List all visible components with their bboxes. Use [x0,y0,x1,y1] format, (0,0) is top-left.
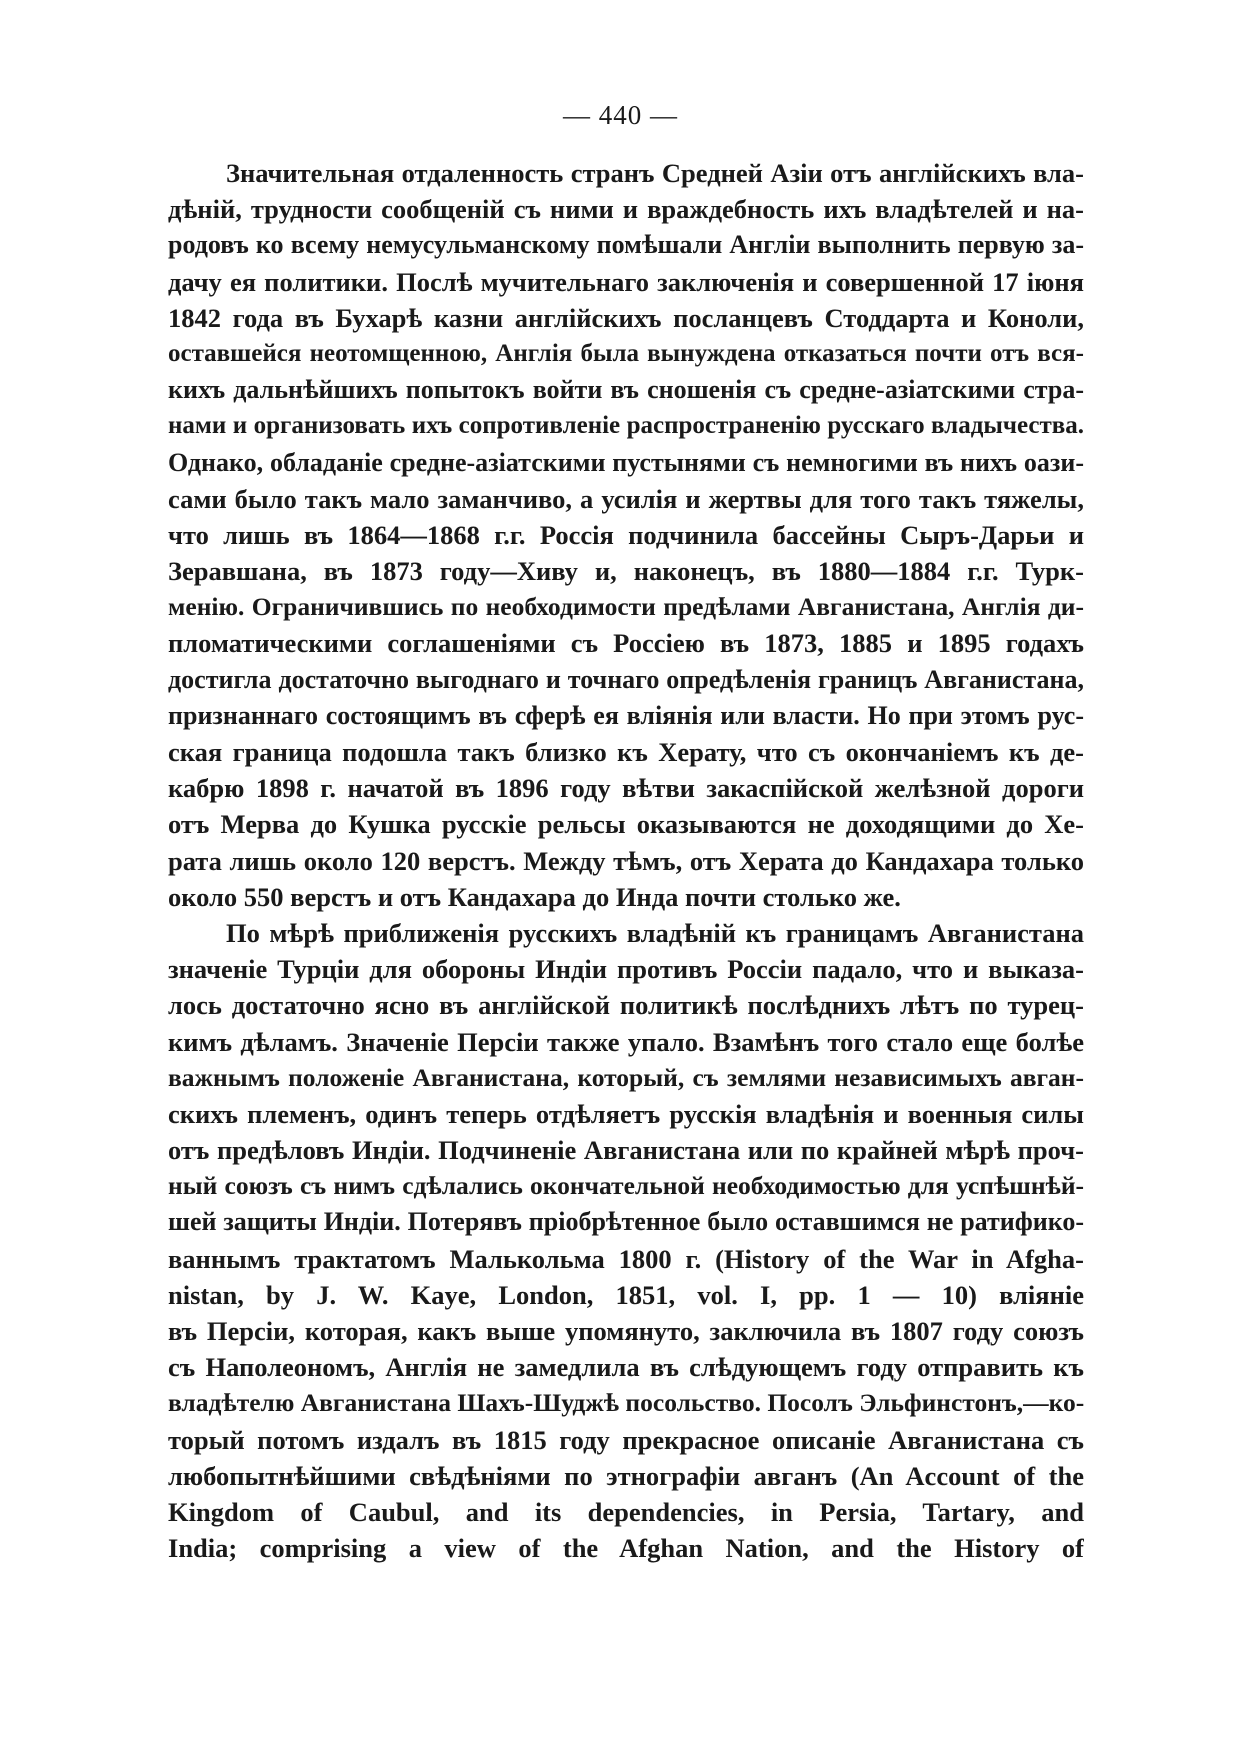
text-line: шей защиты Индiи. Потерявъ прiобрѣтенное было оставшимся не ратифико- [168,1207,1084,1237]
text-line: ская граница подошла такъ близко къ Херату, что съ окончанiемъ къ де- [168,737,1084,767]
text-line: отъ Мерва до Кушка русскiе рельсы оказываются не доходящими до Хе- [168,809,1084,840]
text-line: съ Наполеономъ, Англiя не замедлила въ слѣдующемъ году отправить къ [168,1352,1084,1383]
text-line: Однако, обладанiе средне-азiатскими пустынями съ немногими въ нихъ оази- [168,447,1084,477]
text-line: менiю. Ограничившись по необходимости предѣлами Авганистана, Англiя ди- [168,592,1084,622]
text-line: 1842 года въ Бухарѣ казни англiйскихъ посланцевъ Стоддарта и Коноли, [168,302,1084,333]
text-line: дачу ея политики. Послѣ мучительнаго заключенiя и совершенной 17 iюня [168,266,1084,297]
text-line: дѣнiй, трудности сообщенiй съ ними и враждебность ихъ владѣтелей и на- [168,194,1084,225]
text-line: что лишь въ 1864—1868 г.г. Россiя подчинила бассейны Сыръ-Дарьи и [168,519,1084,550]
text-line: пломатическими соглашенiями съ Россiею въ 1873, 1885 и 1895 годахъ [168,628,1084,659]
text-line: родовъ ко всему немусульманскому помѣшали Англiи выполнить первую за- [168,230,1084,260]
text-line: владѣтелю Авганистана Шахъ-Шуджѣ посольство. Посолъ Эльфинстонъ,—ко- [168,1388,1084,1418]
text-line: кимъ дѣламъ. Значенiе Персiи также упало. Взамѣнъ того стало еще болѣе [168,1026,1084,1057]
text-line: скихъ племенъ, одинъ теперь отдѣляетъ русскiя владѣнiя и военныя силы [168,1098,1084,1129]
text-line: оставшейся неотомщенною, Англiя была вынуждена отказаться почти отъ вся- [168,339,1084,367]
text-line: nistan, by J. W. Kaye, London, 1851, vol. I, pp. 1 — 10) влiянiе [168,1279,1084,1310]
text-line: важнымъ положенiе Авганистана, который, съ землями независимыхъ авган- [168,1062,1084,1092]
text-line: любопытнѣйшими свѣдѣнiями по этнографiи авганъ (An Account of the [168,1460,1084,1491]
text-line: По мѣрѣ приближенiя русскихъ владѣнiй къ границамъ Авганистана [226,917,1084,948]
text-line: рата лишь около 120 верстъ. Между тѣмъ, отъ Херата до Кандахара только [168,845,1084,876]
text-line: значенiе Турцiи для обороны Индiи противъ Россiи падало, что и выказа- [168,954,1084,985]
body-text [168,155,1084,1566]
text-line: кихъ дальнѣйшихъ попытокъ войти въ сношенiя съ средне-азiатскими стра- [168,375,1084,405]
text-line: признаннаго состоящимъ въ сферѣ ея влiянiя или власти. Но при этомъ рус- [168,700,1084,730]
text-line: торый потомъ издалъ въ 1815 году прекрасное описанiе Авганистана съ [168,1424,1084,1455]
text-line: Kingdom of Caubul, and its dependencies, in Persia, Tartary, and [168,1496,1084,1527]
text-line: лось достаточно ясно въ англiйской политикѣ послѣднихъ лѣтъ по турец- [168,990,1084,1021]
text-line: Значительная отдаленность странъ Средней Азiи отъ англiйскихъ вла- [226,158,1084,188]
text-line: отъ предѣловъ Индiи. Подчиненiе Авганистана или по крайней мѣрѣ проч- [168,1135,1084,1166]
text-line: ваннымъ трактатомъ Малькольма 1800 г. (History of the War in Afgha- [168,1243,1084,1274]
text-line: ный союзъ съ нимъ сдѣлались окончательной необходимостью для успѣшнѣй- [168,1171,1084,1201]
text-line: достигла достаточно выгоднаго и точнаго опредѣленiя границъ Авганистана, [168,664,1084,694]
text-line: Зеравшана, въ 1873 году—Хиву и, наконецъ, въ 1880—1884 г.г. Турк- [168,556,1084,587]
text-line: кабрю 1898 г. начатой въ 1896 году вѣтви закаспiйской желѣзной дороги [168,773,1084,804]
text-line: India; comprising a view of the Afghan Nation, and the History of [168,1533,1084,1564]
text-line: около 550 верстъ и отъ Кандахара до Инда почти столько же. [168,881,901,912]
text-line: сами было такъ мало заманчиво, а усилiя и жертвы для того такъ тяжелы, [168,483,1084,514]
page-number: — 440 — [563,100,678,130]
text-line: въ Персiи, которая, какъ выше упомянуто, заключила въ 1807 году союзъ [168,1316,1084,1346]
text-line: нами и организовать ихъ сопротивленiе распространенiю русскаго владычества. [168,412,1084,440]
